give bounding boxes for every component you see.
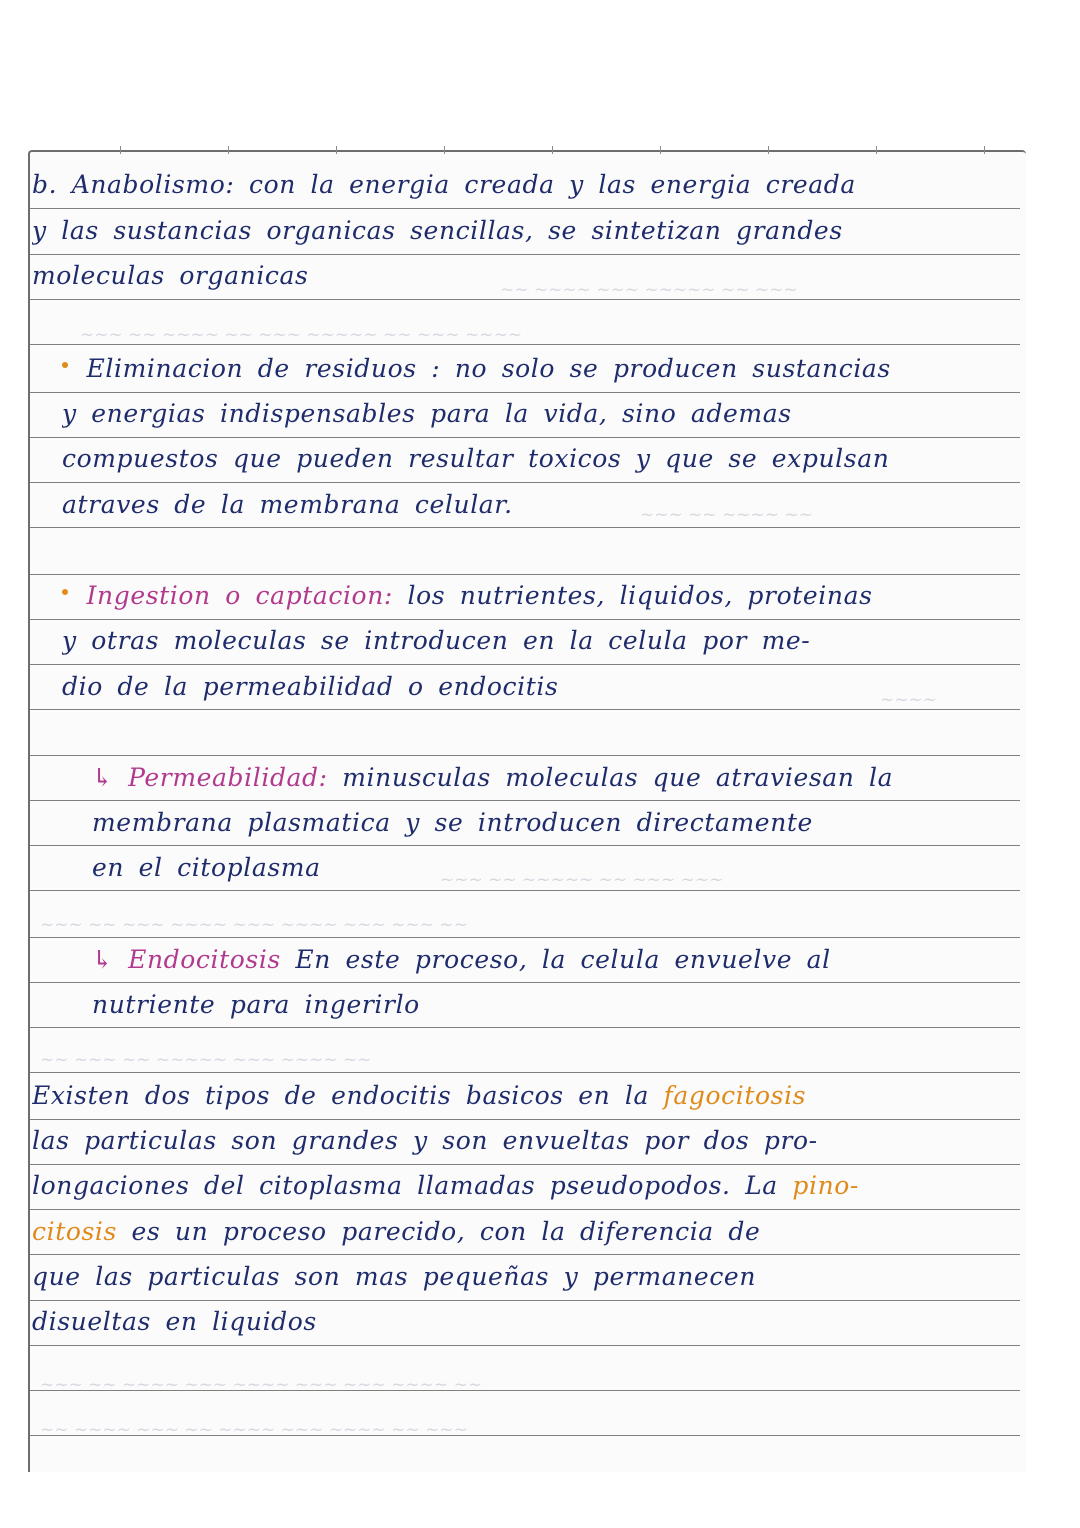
endocitosis-text: En este proceso, la celula envuelve al [295, 945, 831, 974]
pinocitosis-term: citosis [32, 1217, 117, 1246]
note-line [32, 1254, 1022, 1300]
existen-text: longaciones del citoplasma llamadas pseudopodos. La [32, 1171, 778, 1200]
bullet-dot-icon [62, 362, 68, 368]
eliminacion-text: compuestos que pueden resultar toxicos y que se expulsan [62, 444, 890, 473]
fagocitosis-term: fagocitosis [663, 1081, 807, 1110]
margin-tick [444, 146, 445, 154]
ingestion-text: los nutrientes, liquidos, proteinas [407, 581, 873, 610]
note-line [62, 391, 1022, 437]
note-line [32, 1163, 1022, 1209]
show-through-mark: ~~ ~~~~ ~~~ ~~~~~ ~~ ~~~ [500, 280, 798, 300]
show-through-mark: ~~ ~~~ ~~ ~~~~~ ~~~ ~~~~ ~~ [40, 1050, 372, 1070]
margin-tick [336, 146, 337, 154]
note-line [32, 1073, 1022, 1119]
permeabilidad-text: en el citoplasma [92, 853, 321, 882]
anabolismo-text: con la energia creada y las energia creada [248, 170, 856, 199]
endocitosis-text: nutriente para ingerirlo [92, 990, 420, 1019]
margin-tick [552, 146, 553, 154]
existen-text: disueltas en liquidos [32, 1307, 317, 1336]
ingestion-text: dio de la permeabilidad o endocitis [62, 672, 559, 701]
note-line [62, 346, 1022, 392]
margin-tick [876, 146, 877, 154]
margin-tick [984, 146, 985, 154]
ruled-line [30, 1345, 1020, 1346]
note-line [62, 436, 1022, 482]
bullet-dot-icon [62, 589, 68, 595]
show-through-mark: ~~~ ~~ ~~~~ ~~ ~~~ ~~~~~ ~~ ~~~ ~~~~ [80, 325, 523, 345]
existen-text: que las particulas son mas pequeñas y permanecen [32, 1262, 757, 1291]
show-through-mark: ~~~ ~~ ~~~~~ ~~ ~~~ ~~~ [440, 870, 724, 890]
note-line [32, 162, 1022, 208]
eliminacion-text: y energias indispensables para la vida, sino ademas [62, 399, 792, 428]
sub-arrow-icon: ↳ [92, 945, 114, 974]
margin-tick [768, 146, 769, 154]
sub-arrow-icon: ↳ [92, 763, 114, 792]
show-through-mark: ~~ ~~~~ ~~~ ~~ ~~~~ ~~~ ~~~~ ~~ ~~~ [40, 1420, 468, 1440]
eliminacion-text: atraves de la membrana celular. [62, 490, 513, 519]
margin-tick [660, 146, 661, 154]
existen-text: Existen dos tipos de endocitis basicos en la [32, 1081, 649, 1110]
note-line [92, 800, 1022, 846]
permeabilidad-text: membrana plasmatica y se introducen directamente [92, 808, 813, 837]
note-line [92, 937, 1022, 983]
note-line [92, 982, 1022, 1028]
margin-tick [120, 146, 121, 154]
note-line [32, 1299, 1022, 1345]
existen-text: las particulas son grandes y son envueltas por dos pro- [32, 1126, 818, 1155]
note-line [62, 573, 1022, 619]
ingestion-text: y otras moleculas se introducen en la celula por me- [62, 626, 811, 655]
note-line [62, 664, 1022, 710]
permeabilidad-text: minusculas moleculas que atraviesan la [342, 763, 894, 792]
note-line [62, 482, 1022, 528]
endocitosis-heading: Endocitosis [128, 945, 281, 974]
note-line [32, 253, 1022, 299]
pinocitosis-term: pino- [792, 1171, 859, 1200]
permeabilidad-heading: Permeabilidad: [128, 763, 328, 792]
note-line [92, 755, 1022, 801]
anabolismo-text: y las sustancias organicas sencillas, se sintetizan grandes [32, 216, 843, 245]
anabolismo-heading: b. Anabolismo: [32, 170, 235, 199]
note-line [92, 845, 1022, 891]
ingestion-heading: Ingestion o captacion: [86, 581, 393, 610]
note-line [32, 1118, 1022, 1164]
note-line [62, 618, 1022, 664]
show-through-mark: ~~~~ [880, 690, 937, 710]
anabolismo-text: moleculas organicas [32, 261, 309, 290]
eliminacion-text: no solo se producen sustancias [454, 354, 891, 383]
show-through-mark: ~~~ ~~ ~~~~ ~~~ ~~~~ ~~~ ~~~ ~~~~ ~~ [40, 1375, 483, 1395]
margin-tick [228, 146, 229, 154]
existen-text: es un proceso parecido, con la diferencia de [131, 1217, 761, 1246]
note-line [32, 208, 1022, 254]
eliminacion-heading: Eliminacion de residuos : [86, 354, 441, 383]
show-through-mark: ~~~ ~~ ~~~~ ~~ [640, 505, 813, 525]
show-through-mark: ~~~ ~~ ~~~ ~~~~ ~~~ ~~~~ ~~~ ~~~ ~~ [40, 915, 468, 935]
note-line [32, 1209, 1022, 1255]
